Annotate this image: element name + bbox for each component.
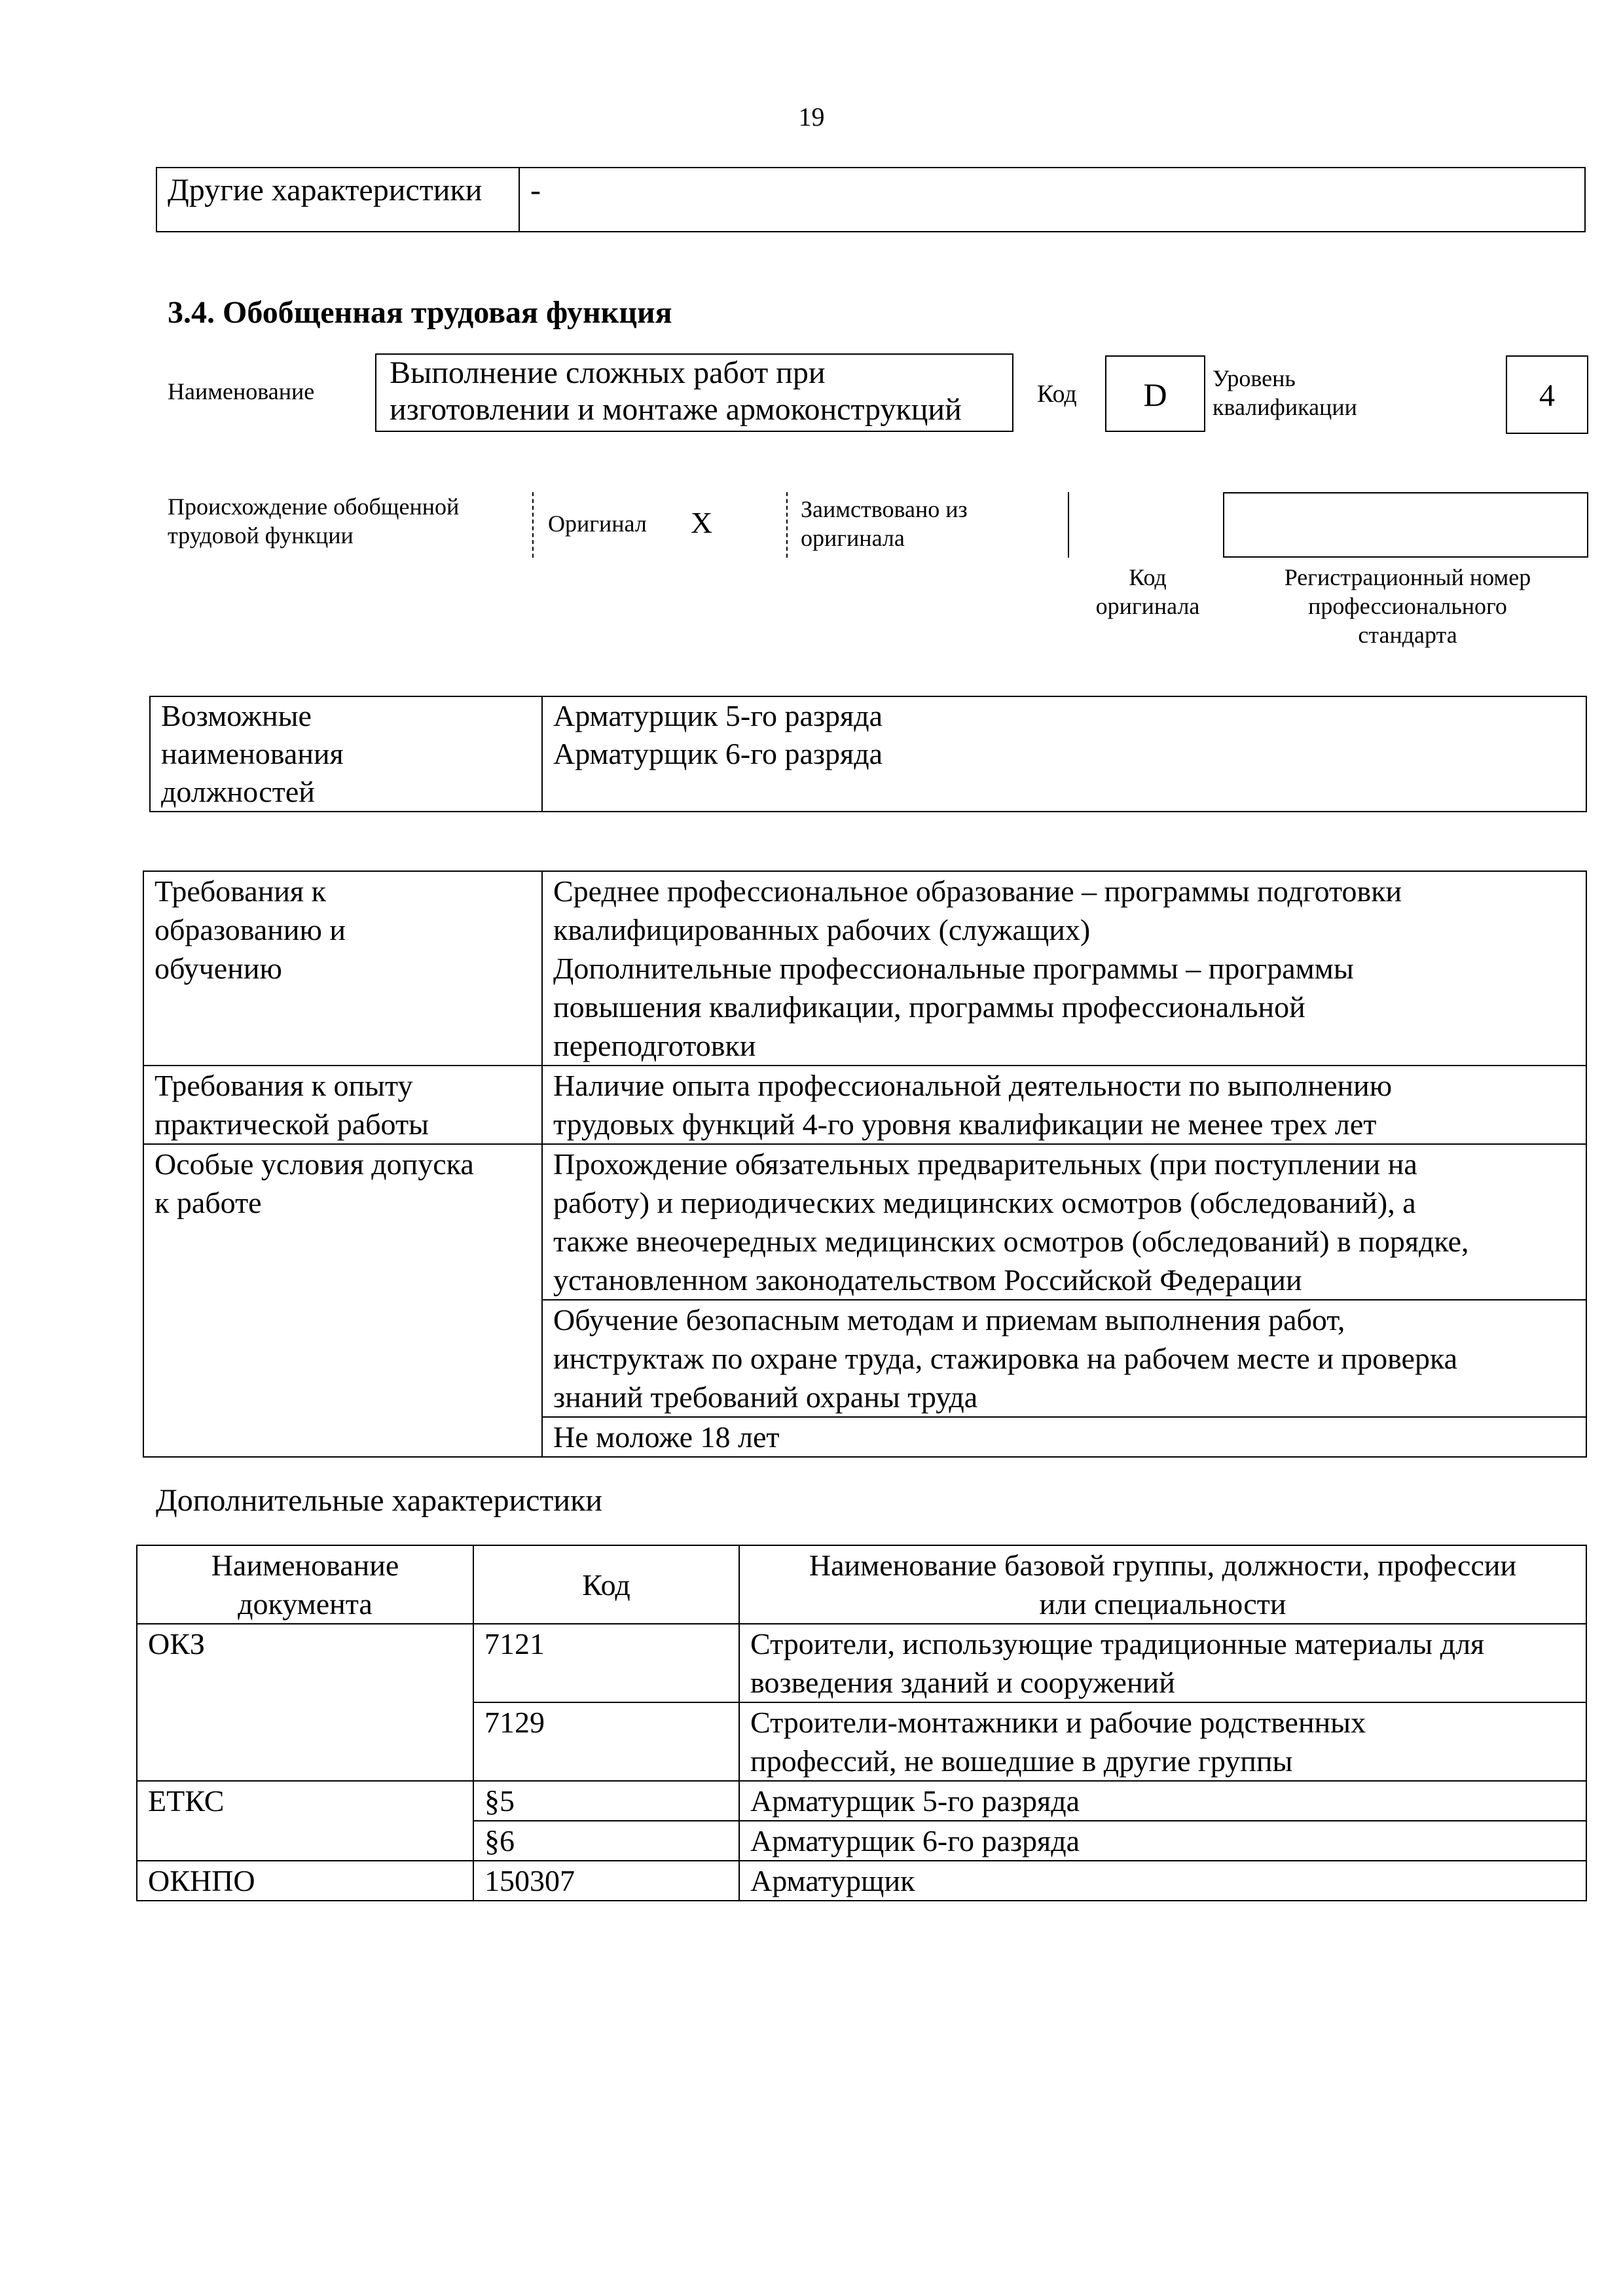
label-line: Особые условия допуска: [155, 1147, 474, 1181]
caption-line: Регистрационный номер: [1284, 564, 1531, 590]
text-line: квалифицированных рабочих (служащих): [553, 913, 1091, 946]
level-label-line: квалификации: [1213, 394, 1357, 420]
special-conditions-label: [143, 1144, 542, 1457]
text-line: также внеочередных медицинских осмотров (обследований) в порядке,: [553, 1225, 1469, 1258]
row-code: 150307: [473, 1861, 739, 1901]
origin-label-line: Происхождение обобщенной: [168, 493, 460, 520]
text-line: инструктаж по охране труда, стажировка на рабочем месте и проверка: [553, 1342, 1458, 1375]
text-line: повышения квалификации, программы профессиональной: [553, 990, 1305, 1024]
caption-line: стандарта: [1358, 622, 1457, 648]
classifier-table: [136, 1545, 1587, 1901]
text-line: Прохождение обязательных предварительных (при поступлении на: [553, 1147, 1417, 1181]
text-line: профессий, не вошедшие в другие группы: [750, 1744, 1293, 1778]
origin-code-cell: [1068, 492, 1221, 558]
other-characteristics-value: -: [519, 168, 1585, 232]
row-name: Арматурщик 5-го разряда: [739, 1781, 1586, 1821]
label-line: наименования: [161, 737, 344, 770]
origin-grid: [532, 492, 1588, 558]
experience-value: [542, 1066, 1586, 1144]
original-label: Оригинал: [548, 511, 647, 537]
origin-original-cell: [532, 492, 788, 558]
code-original-caption: [1069, 563, 1226, 620]
row-code: 7121: [473, 1624, 739, 1702]
text-line: Наличие опыта профессиональной деятельности по выполнению: [553, 1069, 1393, 1102]
education-value: [542, 871, 1586, 1066]
page-number: 19: [798, 102, 825, 132]
text-line: Обучение безопасным методам и приемам выполнения работ,: [553, 1303, 1345, 1336]
level-value: 4: [1506, 355, 1588, 434]
text-line: знаний требований охраны труда: [553, 1380, 978, 1414]
row-name: Арматурщик 6-го разряда: [739, 1821, 1586, 1861]
origin-borrowed-cell: [786, 492, 1069, 558]
text-line: Дополнительные профессиональные программы – программы: [553, 952, 1354, 985]
special-condition-training: [542, 1300, 1586, 1417]
job-title-item: Арматурщик 5-го разряда: [553, 699, 883, 732]
text-line: Строители-монтажники и рабочие родственных: [750, 1706, 1366, 1739]
col-header-document: [137, 1545, 473, 1624]
level-label-line: Уровень: [1213, 365, 1296, 391]
caption-line: профессионального: [1308, 593, 1507, 619]
label-line: образованию и: [155, 913, 346, 946]
col-header-code: Код: [473, 1545, 739, 1624]
text-line: установленном законодательством Российской Федерации: [553, 1263, 1302, 1297]
caption-line: Код: [1129, 564, 1167, 590]
table-row: [137, 1781, 1586, 1821]
row-name: [739, 1702, 1586, 1781]
row-code: 7129: [473, 1702, 739, 1781]
section-title: 3.4. Обобщенная трудовая функция: [168, 295, 672, 330]
header-line: или специальности: [1039, 1587, 1286, 1621]
label-line: Требования к опыту: [155, 1069, 413, 1102]
row-document: ОКНПО: [137, 1861, 473, 1901]
job-titles-list: [542, 696, 1586, 812]
origin-label: [168, 492, 459, 550]
additional-heading: Дополнительные характеристики: [156, 1483, 603, 1518]
job-title-item: Арматурщик 6-го разряда: [553, 737, 883, 770]
function-name-line: изготовлении и монтаже армоконструкций: [390, 392, 962, 427]
code-label: Код: [1037, 380, 1077, 408]
text-line: переподготовки: [553, 1029, 756, 1062]
name-label: Наименование: [168, 378, 315, 404]
label-line: Требования к: [155, 874, 326, 908]
code-value: D: [1105, 355, 1205, 432]
function-name-box: [375, 353, 1013, 432]
origin-label-line: трудовой функции: [168, 522, 354, 548]
other-characteristics-table: [156, 167, 1586, 232]
job-titles-table: [149, 696, 1587, 812]
text-line: Среднее профессиональное образование – программы подготовки: [553, 874, 1402, 908]
borrowed-label: [801, 495, 968, 552]
row-name: [739, 1624, 1586, 1702]
label-line: Возможные: [161, 699, 312, 732]
label-line: обучению: [155, 952, 282, 985]
text-line: Строители, использующие традиционные материалы для: [750, 1627, 1485, 1660]
header-line: документа: [238, 1587, 373, 1621]
col-header-name: [739, 1545, 1586, 1624]
text-line: возведения зданий и сооружений: [750, 1666, 1175, 1699]
special-condition-medical: [542, 1144, 1586, 1300]
table-row: [137, 1861, 1586, 1901]
label-line: к работе: [155, 1186, 262, 1219]
origin-reg-number-cell: [1223, 492, 1588, 558]
text-line: работу) и периодических медицинских осмотров (обследований), а: [553, 1186, 1416, 1219]
row-code: §6: [473, 1821, 739, 1861]
label-line: практической работы: [155, 1107, 429, 1141]
borrowed-label-line: оригинала: [801, 525, 905, 551]
header-line: Наименование базовой группы, должности, профессии: [809, 1549, 1517, 1582]
original-mark: X: [691, 506, 713, 539]
row-name: Арматурщик: [739, 1861, 1586, 1901]
special-condition-age: Не моложе 18 лет: [542, 1417, 1586, 1457]
borrowed-label-line: Заимствовано из: [801, 496, 968, 522]
header-line: Наименование: [211, 1549, 399, 1582]
education-label: [143, 871, 542, 1066]
row-document: ОКЗ: [137, 1624, 473, 1781]
table-row: [137, 1624, 1586, 1702]
label-line: должностей: [161, 775, 315, 808]
row-code: §5: [473, 1781, 739, 1821]
reg-number-caption: [1237, 563, 1578, 649]
experience-label: [143, 1066, 542, 1144]
job-titles-label: [150, 696, 542, 812]
caption-line: оригинала: [1095, 593, 1200, 619]
row-document: ЕТКС: [137, 1781, 473, 1861]
requirements-table: [143, 870, 1587, 1458]
other-characteristics-label: Другие характеристики: [156, 168, 519, 232]
text-line: трудовых функций 4-го уровня квалификации не менее трех лет: [553, 1107, 1377, 1141]
function-name-line: Выполнение сложных работ при: [390, 355, 826, 390]
level-label: [1213, 364, 1357, 422]
